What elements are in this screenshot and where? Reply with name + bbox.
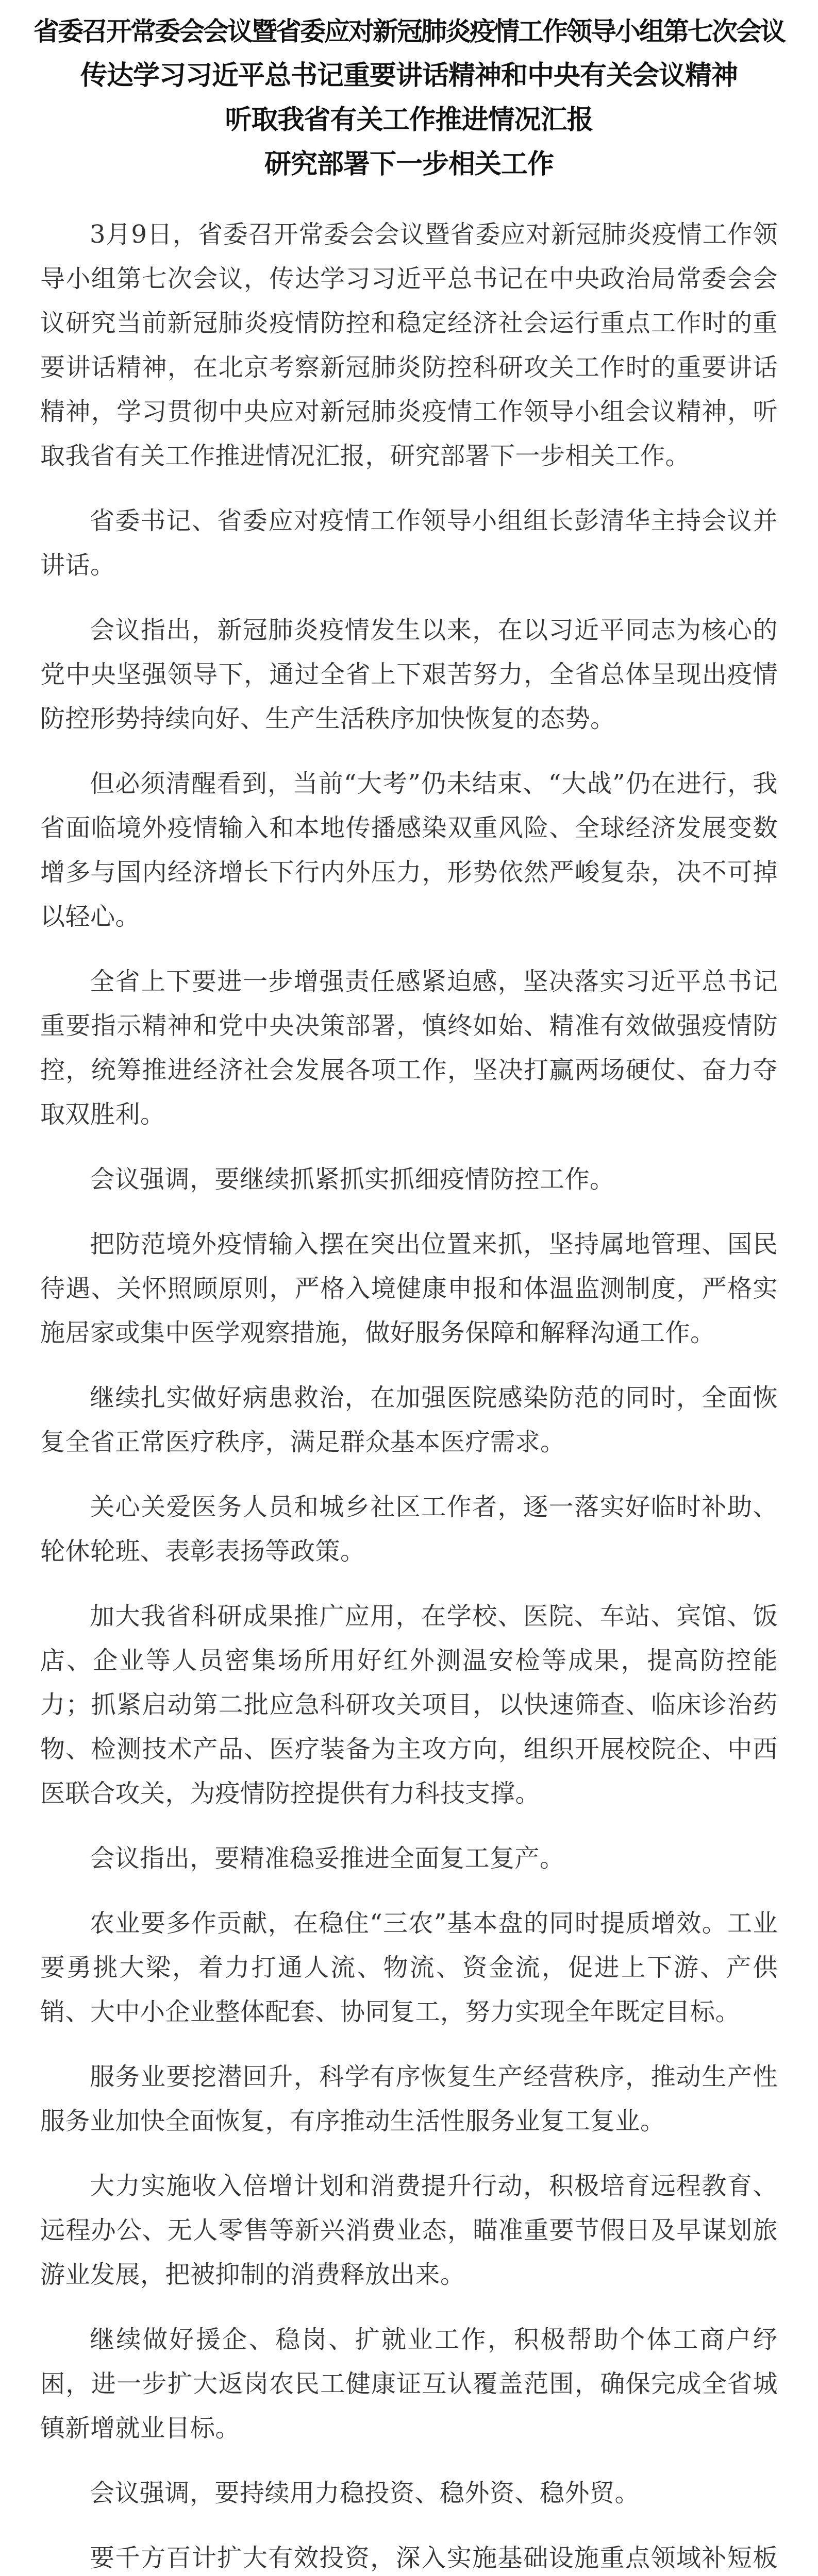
headline-line-2: 传达学习习近平总书记重要讲话精神和中央有关会议精神	[80, 60, 738, 91]
paragraph: 省委书记、省委应对疫情工作领导小组组长彭清华主持会议并讲话。	[40, 506, 778, 580]
paragraph: 农业要多作贡献，在稳住“三农”基本盘的同时提质增效。工业要勇挑大梁，着力打通人流、物流、资金流，促进上下游、产供销、大中小企业整体配套、协同复工，努力实现全年既定目标。	[40, 1909, 778, 2026]
paragraph: 关心关爱医务人员和城乡社区工作者，逐一落实好临时补助、轮休轮班、表彰表扬等政策。	[40, 1493, 778, 1566]
paragraph: 会议强调，要继续抓紧抓实抓细疫情防控工作。	[90, 1165, 615, 1194]
paragraph: 但必须清醒看到，当前“大考”仍未结束、“大战”仍在进行，我省面临境外疫情输入和本地传播感染双重风险、全球经济发展变数增多与国内经济增长下行内外压力，形势依然严峻复杂，决不可掉以轻心。	[40, 769, 778, 931]
headline-line-3: 听取我省有关工作推进情况汇报	[225, 104, 593, 135]
paragraph: 继续扎实做好病患救治，在加强医院感染防范的同时，全面恢复全省正常医疗秩序，满足群众基本医疗需求。	[40, 1383, 778, 1456]
article-body	[31, 212, 787, 2576]
paragraph: 把防范境外疫情输入摆在突出位置来抓，坚持属地管理、国民待遇、关怀照顾原则，严格入境健康申报和体温监测制度，严格实施居家或集中医学观察措施，做好服务保障和解释沟通工作。	[40, 1230, 778, 1347]
headline	[31, 9, 787, 187]
headline-line-4: 研究部署下一步相关工作	[264, 148, 554, 180]
paragraph: 会议指出，要精准稳妥推进全面复工复产。	[90, 1844, 565, 1873]
paragraph: 会议指出，新冠肺炎疫情发生以来，在以习近平同志为核心的党中央坚强领导下，通过全省上下艰苦努力，全省总体呈现出疫情防控形势持续向好、生产生活秩序加快恢复的态势。	[40, 616, 778, 733]
paragraph: 服务业要挖潜回升，科学有序恢复生产经营秩序，推动生产性服务业加快全面恢复，有序推动生活性服务业复工复业。	[40, 2062, 778, 2136]
paragraph: 加大我省科研成果推广应用，在学校、医院、车站、宾馆、饭店、企业等人员密集场所用好红外测温安检等成果，提高防控能力；抓紧启动第二批应急科研攻关项目，以快速筛查、临床诊治药物、检测技术产品、医疗装备为主攻方向，组织开展校院企、中西医联合攻关，为疫情防控提供有力科技支撑。	[40, 1602, 778, 1808]
paragraph: 全省上下要进一步增强责任感紧迫感，坚决落实习近平总书记重要指示精神和党中央决策部署，慎终如始、精准有效做强疫情防控，统筹推进经济社会发展各项工作，坚决打赢两场硬仗、奋力夺取双胜利。	[40, 967, 778, 1129]
paragraph: 要千方百计扩大有效投资，深入实施基础设施重点领域补短板	[90, 2544, 778, 2572]
paragraph: 继续做好援企、稳岗、扩就业工作，积极帮助个体工商户纾困，进一步扩大返岗农民工健康证互认覆盖范围，确保完成全省城镇新增就业目标。	[40, 2325, 778, 2443]
paragraph: 大力实施收入倍增计划和消费提升行动，积极培育远程教育、远程办公、无人零售等新兴消费业态，瞄准重要节假日及早谋划旅游业发展，把被抑制的消费释放出来。	[40, 2172, 778, 2289]
headline-line-1: 省委召开常委会会议暨省委应对新冠肺炎疫情工作领导小组第七次会议	[34, 16, 784, 46]
paragraph: 会议强调，要持续用力稳投资、稳外资、稳外贸。	[90, 2479, 640, 2507]
paragraph: 3月9日，省委召开常委会会议暨省委应对新冠肺炎疫情工作领导小组第七次会议，传达学习习近平总书记在中央政治局常委会会议研究当前新冠肺炎疫情防控和稳定经济社会运行重点工作时的重要讲话精神，在北京考察新冠肺炎防控科研攻关工作时的重要讲话精神，学习贯彻中央应对新冠肺炎疫情工作领导小组会议精神，听取我省有关工作推进情况汇报，研究部署下一步相关工作。	[40, 220, 778, 470]
